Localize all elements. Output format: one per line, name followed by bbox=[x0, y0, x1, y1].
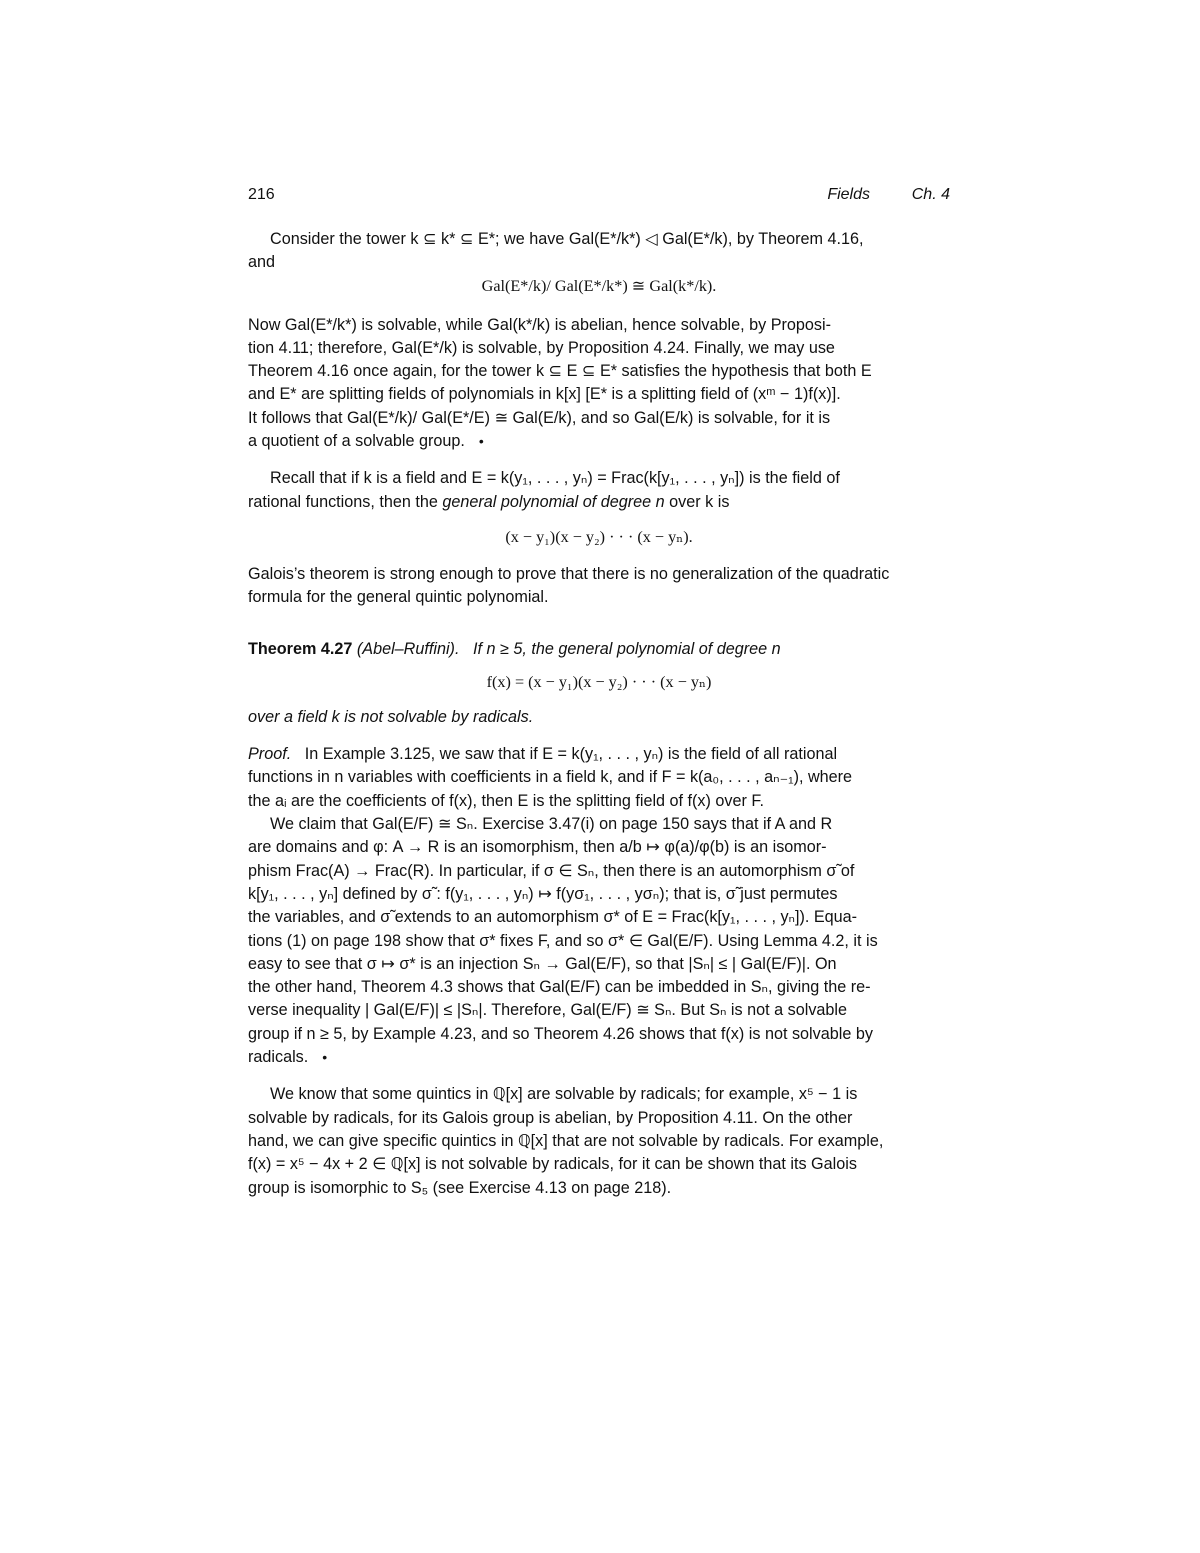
text-line: and E* are splitting fields of polynomials in k[x] [E* is a splitting field of (xᵐ − 1)f(x)]. bbox=[248, 385, 841, 404]
text-span: radicals. bbox=[248, 1048, 309, 1067]
text-line: We know that some quintics in ℚ[x] are solvable by radicals; for example, x⁵ − 1 is bbox=[270, 1085, 858, 1104]
paragraph bbox=[248, 228, 950, 275]
paragraph bbox=[248, 467, 950, 514]
display-equation: f(x) = (x − y₁)(x − y₂) · · · (x − yₙ) bbox=[486, 672, 712, 691]
paragraph bbox=[248, 563, 950, 610]
theorem-label: Theorem 4.27 bbox=[248, 639, 353, 658]
qed-mark: • bbox=[322, 1049, 328, 1066]
text-line: the aᵢ are the coefficients of f(x), then E is the splitting field of f(x) over F. bbox=[248, 791, 764, 810]
text-line: the variables, and σ̃ extends to an automorphism σ* of E = Frac(k[y₁, . . . , yₙ]). Equa- bbox=[248, 908, 858, 927]
text-span: rational functions, then the bbox=[248, 492, 443, 511]
text-line: solvable by radicals, for its Galois group is abelian, by Proposition 4.11. On the other bbox=[248, 1108, 853, 1127]
qed-mark: • bbox=[478, 433, 484, 450]
theorem-text: If n ≥ 5, the general polynomial of degree n bbox=[472, 639, 781, 658]
text-line: tion 4.11; therefore, Gal(E*/k) is solvable, by Proposition 4.24. Finally, we may use bbox=[248, 338, 835, 357]
text-line: phism Frac(A) → Frac(R). In particular, if σ ∈ Sₙ, then there is an automorphism σ̃ of bbox=[248, 861, 855, 880]
text-line bbox=[248, 743, 950, 766]
chapter-label: Ch. 4 bbox=[911, 186, 950, 203]
text-line: It follows that Gal(E*/k)/ Gal(E*/E) ≅ Gal(E/k), and so Gal(E/k) is solvable, for it is bbox=[248, 408, 831, 427]
proof bbox=[248, 743, 950, 1069]
emphasized-term: general polynomial of degree n bbox=[442, 492, 665, 511]
text-line: tions (1) on page 198 show that σ* fixes F, and so σ* ∈ Gal(E/F). Using Lemma 4.2, it is bbox=[248, 931, 878, 950]
text-line: Recall that if k is a field and E = k(y₁, . . . , yₙ) = Frac(k[y₁, . . . , yₙ]) is the field of bbox=[270, 469, 840, 488]
text-line: group if n ≥ 5, by Example 4.23, and so Theorem 4.26 shows that f(x) is not solvable by bbox=[248, 1024, 873, 1043]
text-line: the other hand, Theorem 4.3 shows that Gal(E/F) can be imbedded in Sₙ, giving the re- bbox=[248, 978, 871, 997]
text-line: Galois’s theorem is strong enough to prove that there is no generalization of the quadratic bbox=[248, 564, 890, 583]
proof-label: Proof. bbox=[248, 745, 292, 764]
text-line: are domains and φ: A → R is an isomorphism, then a/b ↦ φ(a)/φ(b) is an isomor- bbox=[248, 838, 827, 857]
text-line: f(x) = x⁵ − 4x + 2 ∈ ℚ[x] is not solvable by radicals, for it can be shown that its Galois bbox=[248, 1155, 857, 1174]
text-line: and bbox=[248, 253, 276, 272]
text-span: over k is bbox=[664, 492, 730, 511]
text-line: verse inequality | Gal(E/F)| ≤ |Sₙ|. Therefore, Gal(E/F) ≅ Sₙ. But Sₙ is not a solvable bbox=[248, 1001, 848, 1020]
theorem bbox=[248, 638, 950, 730]
text-line bbox=[248, 491, 950, 514]
text-line: easy to see that σ ↦ σ* is an injection Sₙ → Gal(E/F), so that |Sₙ| ≤ | Gal(E/F)|. On bbox=[248, 954, 837, 973]
text-line: functions in n variables with coefficients in a field k, and if F = k(a₀, . . . , aₙ₋₁), where bbox=[248, 768, 853, 787]
text-line: We claim that Gal(E/F) ≅ Sₙ. Exercise 3.47(i) on page 150 says that if A and R bbox=[270, 815, 833, 834]
theorem-name: (Abel–Ruffini). bbox=[356, 639, 460, 658]
running-title: Fields bbox=[827, 186, 870, 203]
text-line bbox=[248, 1046, 950, 1069]
text-line bbox=[248, 430, 950, 453]
text-line: k[y₁, . . . , yₙ] defined by σ̃ : f(y₁, . . . , yₙ) ↦ f(yσ₁, . . . , yσₙ); that is, σ̃ just permutes bbox=[248, 884, 838, 903]
text-line: group is isomorphic to S₅ (see Exercise 4.13 on page 218). bbox=[248, 1178, 672, 1197]
display-equation: (x − y₁)(x − y₂) · · · (x − yₙ). bbox=[505, 527, 693, 546]
theorem-statement bbox=[248, 638, 950, 661]
display-equation: Gal(E*/k)/ Gal(E*/k*) ≅ Gal(k*/k). bbox=[481, 276, 717, 295]
paragraph bbox=[248, 314, 950, 454]
theorem-text: over a field k is not solvable by radicals. bbox=[248, 707, 534, 726]
page-number: 216 bbox=[248, 186, 275, 203]
text-line: Consider the tower k ⊆ k* ⊆ E*; we have Gal(E*/k*) ◁ Gal(E*/k), by Theorem 4.16, bbox=[270, 230, 864, 248]
running-header bbox=[248, 186, 950, 210]
page bbox=[248, 186, 950, 1200]
paragraph bbox=[248, 1083, 950, 1199]
text-line: formula for the general quintic polynomial. bbox=[248, 588, 549, 607]
text-line: Now Gal(E*/k*) is solvable, while Gal(k*/k) is abelian, hence solvable, by Proposi- bbox=[248, 315, 831, 334]
text-line: hand, we can give specific quintics in ℚ[x] that are not solvable by radicals. For example, bbox=[248, 1131, 884, 1150]
text-span: In Example 3.125, we saw that if E = k(y₁, . . . , yₙ) is the field of all rational bbox=[304, 745, 838, 764]
text-span: a quotient of a solvable group. bbox=[248, 432, 465, 451]
text-line: Theorem 4.16 once again, for the tower k ⊆ E ⊆ E* satisfies the hypothesis that both E bbox=[248, 362, 872, 381]
